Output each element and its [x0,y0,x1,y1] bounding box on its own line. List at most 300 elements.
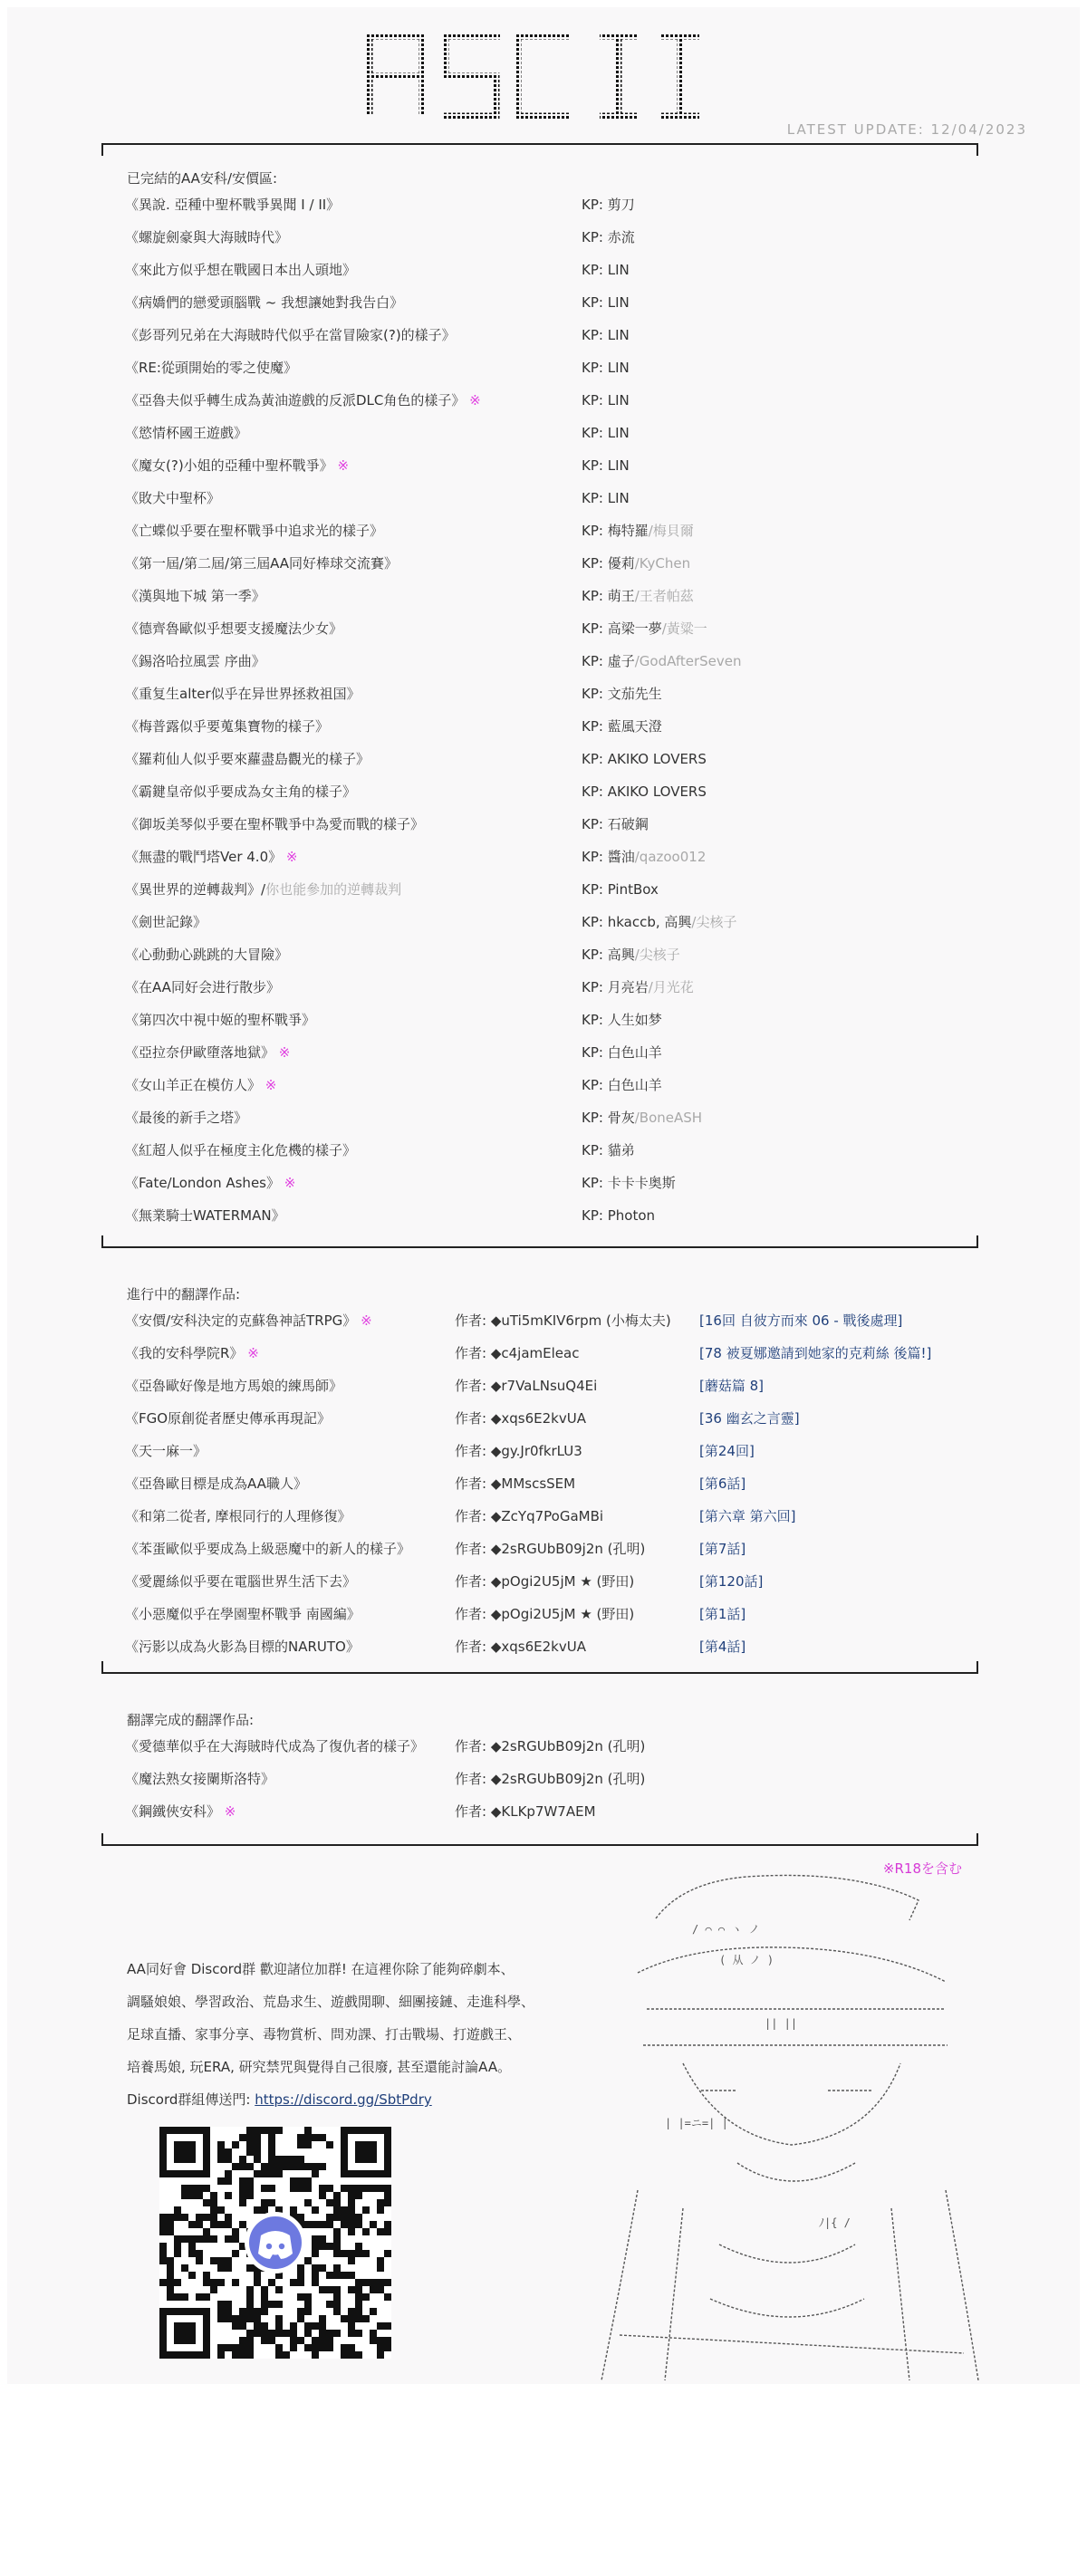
list-item[interactable] [125,188,995,221]
kp-alt-name: KyChen [639,555,691,572]
svg-text:( 从 ノ ): ( 从 ノ ) [719,1954,774,1966]
author-label: 作者: [455,1541,487,1557]
work-title-text: 《最後的新手之塔》 [125,1110,248,1126]
work-title [125,775,356,808]
kp-info [582,841,706,873]
author-label: 作者: [455,1378,487,1394]
author-label: 作者: [455,1606,487,1622]
latest-chapter-link[interactable]: [蘑菇篇 8] [699,1378,765,1394]
kp-info [582,221,635,254]
kp-name: 梅特羅 [607,523,649,539]
list-item[interactable] [125,254,995,286]
latest-chapter-link[interactable]: [第24回] [699,1443,755,1459]
kp-info [582,482,630,514]
kp-label: KP: [582,457,603,474]
kp-name: LIN [607,294,630,311]
author-name: ◆2sRGUbB09j2n (孔明) [490,1541,646,1557]
kp-name: Photon [607,1207,656,1224]
kp-info [582,906,736,938]
list-item[interactable] [125,808,995,841]
kp-label: KP: [582,1110,603,1126]
work-title-text: 《御坂美琴似乎要在聖杯戰爭中為愛而戰的樣子》 [125,816,425,832]
author-label: 作者: [455,1312,487,1329]
list-item[interactable] [125,449,995,482]
work-title-text: 《天一麻一》 [125,1443,207,1459]
list-item[interactable] [125,1533,995,1565]
r18-notice: ※R18を含む [882,1860,962,1877]
work-title-text: 《異說. 亞種中聖杯戰爭異聞 I / II》 [125,197,341,213]
kp-name: 高梁一夢 [607,620,662,637]
list-item[interactable] [125,319,995,351]
kp-info [582,547,690,580]
work-title-text: 《螺旋劍豪與大海賊時代》 [125,229,289,245]
work-title-text: 《安價/安科決定的克蘇魯神話TRPG》 [125,1312,357,1329]
kp-info [582,1199,655,1232]
author-label: 作者: [455,1475,487,1492]
kp-label: KP: [582,979,603,995]
kp-label: KP: [582,262,603,278]
kp-info [582,710,662,743]
work-title-text: 《鋼鐵俠安科》 [125,1803,221,1820]
kp-separator: / [634,555,640,572]
kp-label: KP: [582,1142,603,1158]
work-title [125,1036,290,1069]
work-title-text: 《霸鍵皇帝似乎要成為女主角的樣子》 [125,783,357,800]
section-divider-1-end [101,1235,978,1248]
list-item[interactable] [125,710,995,743]
author-name: ◆2sRGUbB09j2n (孔明) [490,1738,646,1754]
author-info [455,1730,645,1763]
discord-link[interactable]: https://discord.gg/SbtPdry [255,2091,432,2108]
work-title-text: 《羅莉仙人似乎要來蘿盡島觀光的樣子》 [125,751,370,767]
list-item[interactable] [125,1500,995,1533]
work-title [125,1533,410,1565]
list-item[interactable] [125,841,995,873]
work-title-text: 《無業騎士WATERMAN》 [125,1207,285,1224]
kp-label: KP: [582,360,603,376]
section-divider-top [101,143,978,156]
author-name: ◆ZcYq7PoGaMBi [490,1508,604,1524]
ongoing-section-title: 進行中的翻譯作品: [127,1286,241,1302]
discord-line: 培養馬娘, 玩ERA, 研究禁咒與覺得自己很廢, 甚至還能討論AA。 [127,2059,512,2075]
work-title [125,808,424,841]
work-title-text: 《FGO原創從者歷史傳承再現記》 [125,1410,332,1427]
work-title-text: 《在AA同好会进行散步》 [125,979,280,995]
kp-name: 人生如梦 [607,1012,662,1028]
kp-label: KP: [582,914,603,930]
r18-mark: ※ [265,1077,277,1093]
kp-name: PintBox [607,881,659,898]
kp-name: 赤流 [607,229,635,245]
work-title-text: 《女山羊正在模仿人》 [125,1077,262,1093]
work-title-text: 《我的安科學院R》 [125,1345,244,1361]
work-title [125,1598,361,1630]
kp-label: KP: [582,555,603,572]
work-title [125,1730,424,1763]
author-info [455,1630,586,1663]
list-item[interactable] [125,1730,995,1763]
kp-info [582,743,707,775]
kp-label: KP: [582,294,603,311]
list-item[interactable] [125,1467,995,1500]
author-info [455,1795,596,1828]
work-title [125,1370,342,1402]
kp-alt-name: 梅貝爾 [652,523,694,539]
list-item[interactable] [125,580,995,612]
list-item[interactable] [125,1069,995,1101]
list-item[interactable] [125,743,995,775]
r18-mark: ※ [247,1345,259,1361]
author-label: 作者: [455,1573,487,1590]
kp-name: 虛子 [607,653,635,669]
r18-mark: ※ [361,1312,372,1329]
work-title [125,938,288,971]
discord-link-row [127,2083,562,2116]
list-item[interactable] [125,1598,995,1630]
latest-chapter-link[interactable]: [第六章 第六回] [699,1508,796,1524]
list-item[interactable] [125,1134,995,1167]
kp-alt-name: 黃粱一 [666,620,707,637]
list-item[interactable] [125,1199,995,1232]
list-item[interactable] [125,482,995,514]
finished-list [125,1730,995,1828]
kp-info [582,286,630,319]
list-item[interactable] [125,645,995,678]
author-info [455,1402,586,1435]
kp-label: KP: [582,947,603,963]
list-item[interactable] [125,286,995,319]
kp-label: KP: [582,392,603,409]
list-item[interactable] [125,1036,995,1069]
author-name: ◆pOgi2U5jM ★ (野田) [490,1606,635,1622]
kp-name: 藍風天澄 [607,718,662,735]
list-item[interactable] [125,547,995,580]
ascii-logo [362,25,725,123]
author-name: ◆gy.Jr0fkrLU3 [490,1443,582,1459]
work-title [125,254,356,286]
work-title-text: 《亞魯歐目標是成為AA職人》 [125,1475,307,1492]
discord-info [127,1953,562,2116]
work-title [125,612,342,645]
kp-alt-name: 月光花 [652,979,694,995]
work-title-text: 《梅普露似乎要蒐集寶物的樣子》 [125,718,330,735]
kp-info [582,678,662,710]
author-info [455,1467,575,1500]
list-item[interactable] [125,1763,995,1795]
author-name: ◆xqs6E2kvUA [490,1639,586,1655]
kp-label: KP: [582,686,603,702]
kp-alt-name: GodAfterSeven [639,653,742,669]
work-title-text: 《小惡魔似乎在學園聖杯戰爭 南國編》 [125,1606,361,1622]
list-item[interactable] [125,873,995,906]
kp-name: LIN [607,457,630,474]
work-title [125,678,361,710]
list-item[interactable] [125,1337,995,1370]
author-info [455,1500,603,1533]
author-name: ◆xqs6E2kvUA [490,1410,586,1427]
list-item[interactable] [125,906,995,938]
work-title [125,1795,236,1828]
author-info [455,1435,582,1467]
kp-name: LIN [607,262,630,278]
work-title-text: 《心動動心跳跳的大冒險》 [125,947,289,963]
list-item[interactable] [125,1370,995,1402]
work-title-text: 《錫洛哈拉風雲 序曲》 [125,653,265,669]
latest-chapter-link[interactable]: [第120話] [699,1573,764,1590]
kp-name: LIN [607,392,630,409]
kp-separator: / [691,914,697,930]
author-name: ◆uTi5mKIV6rpm (小梅太夫) [490,1312,671,1329]
author-label: 作者: [455,1639,487,1655]
work-title [125,580,265,612]
kp-info [582,254,630,286]
kp-name: 石破鋼 [607,816,649,832]
author-info [455,1598,634,1630]
completed-list [125,188,995,1232]
kp-name: 高興 [607,947,635,963]
r18-mark: ※ [337,457,350,474]
author-name: ◆c4jamEleac [490,1345,580,1361]
kp-info [582,1167,676,1199]
work-title-text: 《Fate/London Ashes》 [125,1175,280,1191]
kp-label: KP: [582,1077,603,1093]
latest-chapter-link[interactable]: [第7話] [699,1541,746,1557]
list-item[interactable] [125,1435,995,1467]
work-title-text: 《慾情杯國王遊戲》 [125,425,248,441]
list-item[interactable] [125,221,995,254]
r18-mark: ※ [224,1803,236,1820]
work-title [125,1134,356,1167]
author-label: 作者: [455,1803,487,1820]
kp-info [582,1069,662,1101]
kp-name: 卡卡卡奥斯 [607,1175,676,1191]
discord-line: AA同好會 Discord群 歡迎諸位加群! 在這裡你除了能夠碎劇本、 [127,1961,515,1977]
kp-info [582,808,649,841]
latest-chapter-link[interactable]: [16回 自彼方而來 06 - 戰後處理] [699,1312,903,1329]
kp-separator: / [634,947,640,963]
author-label: 作者: [455,1738,487,1754]
work-title [125,514,383,547]
kp-separator: / [661,620,667,637]
work-title [125,482,220,514]
work-title [125,1069,276,1101]
work-title-text: 《亞拉奈伊歐墮落地獄》 [125,1044,275,1061]
svg-text:/ ⌒ ⌒ ヽ ノ: / ⌒ ⌒ ヽ ノ [692,1923,760,1936]
kp-label: KP: [582,197,603,213]
kp-name: 剪刀 [607,197,635,213]
latest-update: LATEST UPDATE: 12/04/2023 [786,121,1027,138]
discord-line: 足球直播、家事分享、毒物賞析、問劝課、打击戰場、打遊戲王、 [127,2026,522,2043]
author-info [455,1763,645,1795]
kp-info [582,645,742,678]
work-title-text: 《無盡的戰鬥塔Ver 4.0》 [125,849,283,865]
kp-info [582,384,630,417]
discord-line: 調騷娘娘、學習政治、荒島求生、遊戲閒聊、細團接鏈、走進科學、 [127,1994,535,2010]
author-info [455,1337,579,1370]
kp-name: 文茄先生 [607,686,662,702]
list-item[interactable] [125,384,995,417]
work-title-text: 《愛麗絲似乎要在電腦世界生活下去》 [125,1573,357,1590]
author-label: 作者: [455,1410,487,1427]
ongoing-list [125,1304,995,1663]
kp-alt-name: 尖核子 [639,947,680,963]
author-name: ◆MMscsSEM [490,1475,576,1492]
work-title-text: 《苯蛋歐似乎要成為上級惡魔中的新人的樣子》 [125,1541,411,1557]
work-title-text: 《亞魯歐好像是地方馬娘的練馬師》 [125,1378,343,1394]
kp-info [582,449,630,482]
discord-qr-code [159,2127,391,2359]
kp-info [582,775,707,808]
kp-alt-name: BoneASH [639,1110,703,1126]
list-item[interactable] [125,971,995,1004]
list-item[interactable] [125,775,995,808]
kp-label: KP: [582,1207,603,1224]
kp-info [582,1004,662,1036]
list-item[interactable] [125,1630,995,1663]
work-title-text: 《紅超人似乎在極度主化危機的樣子》 [125,1142,357,1158]
work-title [125,1435,207,1467]
work-title-text: 《第四次中視中姬的聖杯戰爭》 [125,1012,316,1028]
list-item[interactable] [125,1304,995,1337]
author-name: ◆2sRGUbB09j2n (孔明) [490,1771,646,1787]
work-title [125,1304,372,1337]
list-item[interactable] [125,514,995,547]
kp-alt-name: qazoo012 [639,849,707,865]
work-title-text: 《異世界的逆轉裁判》 [125,881,262,898]
work-title [125,188,340,221]
latest-chapter-link[interactable]: [第6話] [699,1475,746,1492]
list-item[interactable] [125,417,995,449]
latest-chapter-link[interactable]: [第1話] [699,1606,746,1622]
kp-name: 骨灰 [607,1110,635,1126]
list-item[interactable] [125,1167,995,1199]
work-title [125,906,207,938]
author-name: ◆pOgi2U5jM ★ (野田) [490,1573,635,1590]
kp-info [582,612,707,645]
kp-label: KP: [582,425,603,441]
logo-text: ASCII [362,25,365,26]
list-item[interactable] [125,938,995,971]
work-title-text: 《愛德華似乎在大海賊時代成為了復仇者的樣子》 [125,1738,425,1754]
work-title [125,841,297,873]
kp-label: KP: [582,783,603,800]
work-title-text: 《來此方似乎想在戰國日本出人頭地》 [125,262,357,278]
kp-name: AKIKO LOVERS [607,751,707,767]
list-item[interactable] [125,351,995,384]
kp-name: 月亮岩 [607,979,649,995]
work-title [125,319,456,351]
kp-name: 白色山羊 [607,1044,662,1061]
work-title [125,547,398,580]
kp-name: AKIKO LOVERS [607,783,707,800]
kp-alt-name: 尖核子 [696,914,737,930]
author-info [455,1533,645,1565]
work-title [125,1199,285,1232]
work-title [125,384,481,417]
author-info [455,1304,671,1337]
kp-info [582,873,659,906]
author-label: 作者: [455,1443,487,1459]
author-info [455,1565,634,1598]
list-item[interactable] [125,612,995,645]
work-title [125,1763,274,1795]
kp-info [582,1036,662,1069]
work-title [125,1167,295,1199]
work-title-text: 《敗犬中聖杯》 [125,490,221,506]
list-item[interactable] [125,1565,995,1598]
latest-chapter-link[interactable]: [第4話] [699,1639,746,1655]
work-title-text: 《亞魯夫似乎轉生成為黃油遊戲的反派DLC角色的樣子》 [125,392,466,409]
work-title [125,645,265,678]
work-title [125,1630,360,1663]
kp-info [582,351,630,384]
work-title: 《異世界的逆轉裁判》/你也能參加的逆轉裁判 [125,881,402,898]
kp-name: 醬油 [607,849,635,865]
list-item[interactable] [125,678,995,710]
kp-label: KP: [582,229,603,245]
kp-label: KP: [582,751,603,767]
kp-name: LIN [607,327,630,343]
author-info [455,1370,597,1402]
kp-info [582,580,694,612]
work-title-text: 《彭哥列兄弟在大海賊時代似乎在當冒險家(?)的樣子》 [125,327,456,343]
kp-info [582,938,680,971]
kp-separator: / [634,588,640,604]
r18-mark: ※ [285,849,298,865]
kp-label: KP: [582,1044,603,1061]
kp-info [582,514,694,547]
work-title [125,417,247,449]
svg-text:|| ||: || || [765,2017,798,2030]
work-title [125,1402,331,1435]
list-item[interactable] [125,1402,995,1435]
completed-section-title: 已完結的AA安科/安價區: [127,170,278,187]
kp-name: 白色山羊 [607,1077,662,1093]
work-title-text: 《魔法熟女接闌斯洛特》 [125,1771,275,1787]
work-title [125,743,370,775]
list-item[interactable] [125,1101,995,1134]
kp-label: KP: [582,653,603,669]
author-label: 作者: [455,1345,487,1361]
kp-label: KP: [582,620,603,637]
kp-info [582,1134,635,1167]
discord-link-label: Discord群組傳送門: [127,2091,251,2108]
r18-mark: ※ [469,392,481,409]
work-title-text: 《魔女(?)小姐的亞種中聖杯戰爭》 [125,457,333,474]
list-item[interactable] [125,1795,995,1828]
latest-chapter-link[interactable]: [78 被夏娜邀請到她家的克莉絲 後篇!] [699,1345,932,1361]
r18-mark: ※ [284,1175,296,1191]
work-title [125,1500,351,1533]
latest-chapter-link[interactable]: [36 幽玄之言靈] [699,1410,800,1427]
author-name: ◆r7VaLNsuQ4Ei [490,1378,598,1394]
kp-info [582,971,694,1004]
work-title-text: 《漢與地下城 第一季》 [125,588,265,604]
list-item[interactable] [125,1004,995,1036]
kp-label: KP: [582,523,603,539]
work-title-text: 《污影以成為火影為目標的NARUTO》 [125,1639,360,1655]
kp-info [582,319,630,351]
kp-info [582,417,630,449]
work-title-text: 《重复生alter似乎在异世界拯救祖国》 [125,686,361,702]
kp-info [582,1101,702,1134]
svg-text:ﾉ|{ /: ﾉ|{ / [819,2216,851,2229]
kp-name: LIN [607,425,630,441]
work-title-text: 《第一屆/第二屆/第三屆AA同好棒球交流賽》 [125,555,399,572]
kp-label: KP: [582,327,603,343]
page-card [7,7,1080,2384]
kp-label: KP: [582,588,603,604]
